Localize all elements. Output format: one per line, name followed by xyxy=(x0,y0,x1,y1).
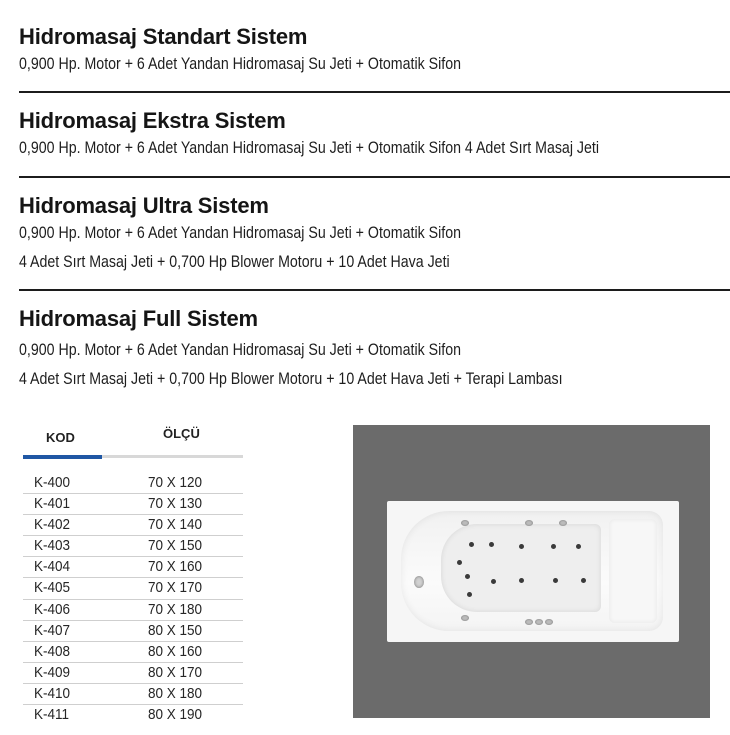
table-row xyxy=(23,705,243,726)
section-description: 0,900 Hp. Motor + 6 Adet Yandan Hidromasaj Su Jeti + Otomatik Sifon xyxy=(19,341,461,359)
air-jet-icon xyxy=(489,542,494,547)
cell-olcu: 70 X 160 xyxy=(148,558,203,576)
cell-kod: K-407 xyxy=(34,621,71,639)
cell-olcu: 70 X 120 xyxy=(148,474,203,491)
cell-olcu: 80 X 190 xyxy=(148,706,203,724)
hydro-jet-icon xyxy=(535,619,543,625)
section-description: 0,900 Hp. Motor + 6 Adet Yandan Hidromasaj Su Jeti + Otomatik Sifon 4 Adet Sırt Masaj Jeti xyxy=(19,139,600,157)
air-jet-icon xyxy=(551,544,556,549)
hydro-jet-icon xyxy=(559,520,567,526)
section-description: 4 Adet Sırt Masaj Jeti + 0,700 Hp Blower Motoru + 10 Adet Hava Jeti xyxy=(19,253,450,271)
air-jet-icon xyxy=(467,592,472,597)
bathtub-interior xyxy=(401,511,663,631)
cell-kod: K-409 xyxy=(34,663,71,681)
cell-kod: K-400 xyxy=(34,474,71,491)
table-row xyxy=(23,557,243,578)
cell-olcu: 80 X 160 xyxy=(148,642,203,660)
bathtub-shell xyxy=(387,501,679,642)
header-accent-bar xyxy=(23,455,102,459)
hydro-jet-icon xyxy=(525,520,533,526)
bathtub-seat xyxy=(609,519,657,623)
cell-olcu: 70 X 130 xyxy=(148,495,203,513)
divider xyxy=(19,289,730,291)
air-jet-icon xyxy=(469,542,474,547)
cell-kod: K-402 xyxy=(34,516,71,534)
air-jet-icon xyxy=(457,560,462,565)
cell-olcu: 70 X 150 xyxy=(148,537,203,555)
table-row xyxy=(23,578,243,599)
table-row xyxy=(23,473,243,494)
cell-olcu: 80 X 180 xyxy=(148,684,203,702)
air-jet-icon xyxy=(581,578,586,583)
table-row xyxy=(23,663,243,684)
column-header-kod: KOD xyxy=(46,430,75,445)
table-body xyxy=(23,473,243,726)
section-description: 0,900 Hp. Motor + 6 Adet Yandan Hidromasaj Su Jeti + Otomatik Sifon xyxy=(19,224,461,242)
section-title: Hidromasaj Ultra Sistem xyxy=(19,193,269,218)
section-title: Hidromasaj Standart Sistem xyxy=(19,24,308,49)
bathtub-image xyxy=(353,425,710,718)
air-jet-icon xyxy=(465,574,470,579)
air-jet-icon xyxy=(553,578,558,583)
drain-icon xyxy=(414,576,424,588)
cell-kod: K-410 xyxy=(34,684,71,702)
cell-kod: K-405 xyxy=(34,579,71,597)
table-row xyxy=(23,600,243,621)
column-header-olcu: ÖLÇÜ xyxy=(163,426,200,441)
table-row xyxy=(23,621,243,642)
section-title: Hidromasaj Full Sistem xyxy=(19,306,258,331)
cell-kod: K-404 xyxy=(34,558,71,576)
section-description: 0,900 Hp. Motor + 6 Adet Yandan Hidromasaj Su Jeti + Otomatik Sifon xyxy=(19,55,461,73)
table-row xyxy=(23,515,243,536)
system-ekstra xyxy=(19,108,730,163)
air-jet-icon xyxy=(491,579,496,584)
table-row xyxy=(23,684,243,705)
divider xyxy=(19,91,730,93)
cell-kod: K-408 xyxy=(34,642,71,660)
table-row xyxy=(23,536,243,557)
table-row xyxy=(23,494,243,515)
section-title: Hidromasaj Ekstra Sistem xyxy=(19,108,286,133)
cell-olcu: 80 X 170 xyxy=(148,663,203,681)
hydro-jet-icon xyxy=(545,619,553,625)
cell-kod: K-411 xyxy=(34,706,70,724)
cell-kod: K-401 xyxy=(34,495,71,513)
cell-olcu: 70 X 180 xyxy=(148,600,203,618)
hydro-jet-icon xyxy=(525,619,533,625)
cell-olcu: 80 X 150 xyxy=(148,621,203,639)
hydro-jet-icon xyxy=(461,615,469,621)
cell-kod: K-406 xyxy=(34,600,71,618)
air-jet-icon xyxy=(519,544,524,549)
cell-olcu: 70 X 170 xyxy=(148,579,203,597)
hydro-jet-icon xyxy=(461,520,469,526)
air-jet-icon xyxy=(519,578,524,583)
bathtub-basin xyxy=(441,524,601,612)
system-full xyxy=(19,306,730,394)
cell-kod: K-403 xyxy=(34,537,71,555)
divider xyxy=(19,176,730,178)
table-row xyxy=(23,642,243,663)
cell-olcu: 70 X 140 xyxy=(148,516,203,534)
system-standart xyxy=(19,24,730,79)
air-jet-icon xyxy=(576,544,581,549)
system-ultra xyxy=(19,193,730,277)
section-description: 4 Adet Sırt Masaj Jeti + 0,700 Hp Blower Motoru + 10 Adet Hava Jeti + Terapi Lambası xyxy=(19,370,563,388)
